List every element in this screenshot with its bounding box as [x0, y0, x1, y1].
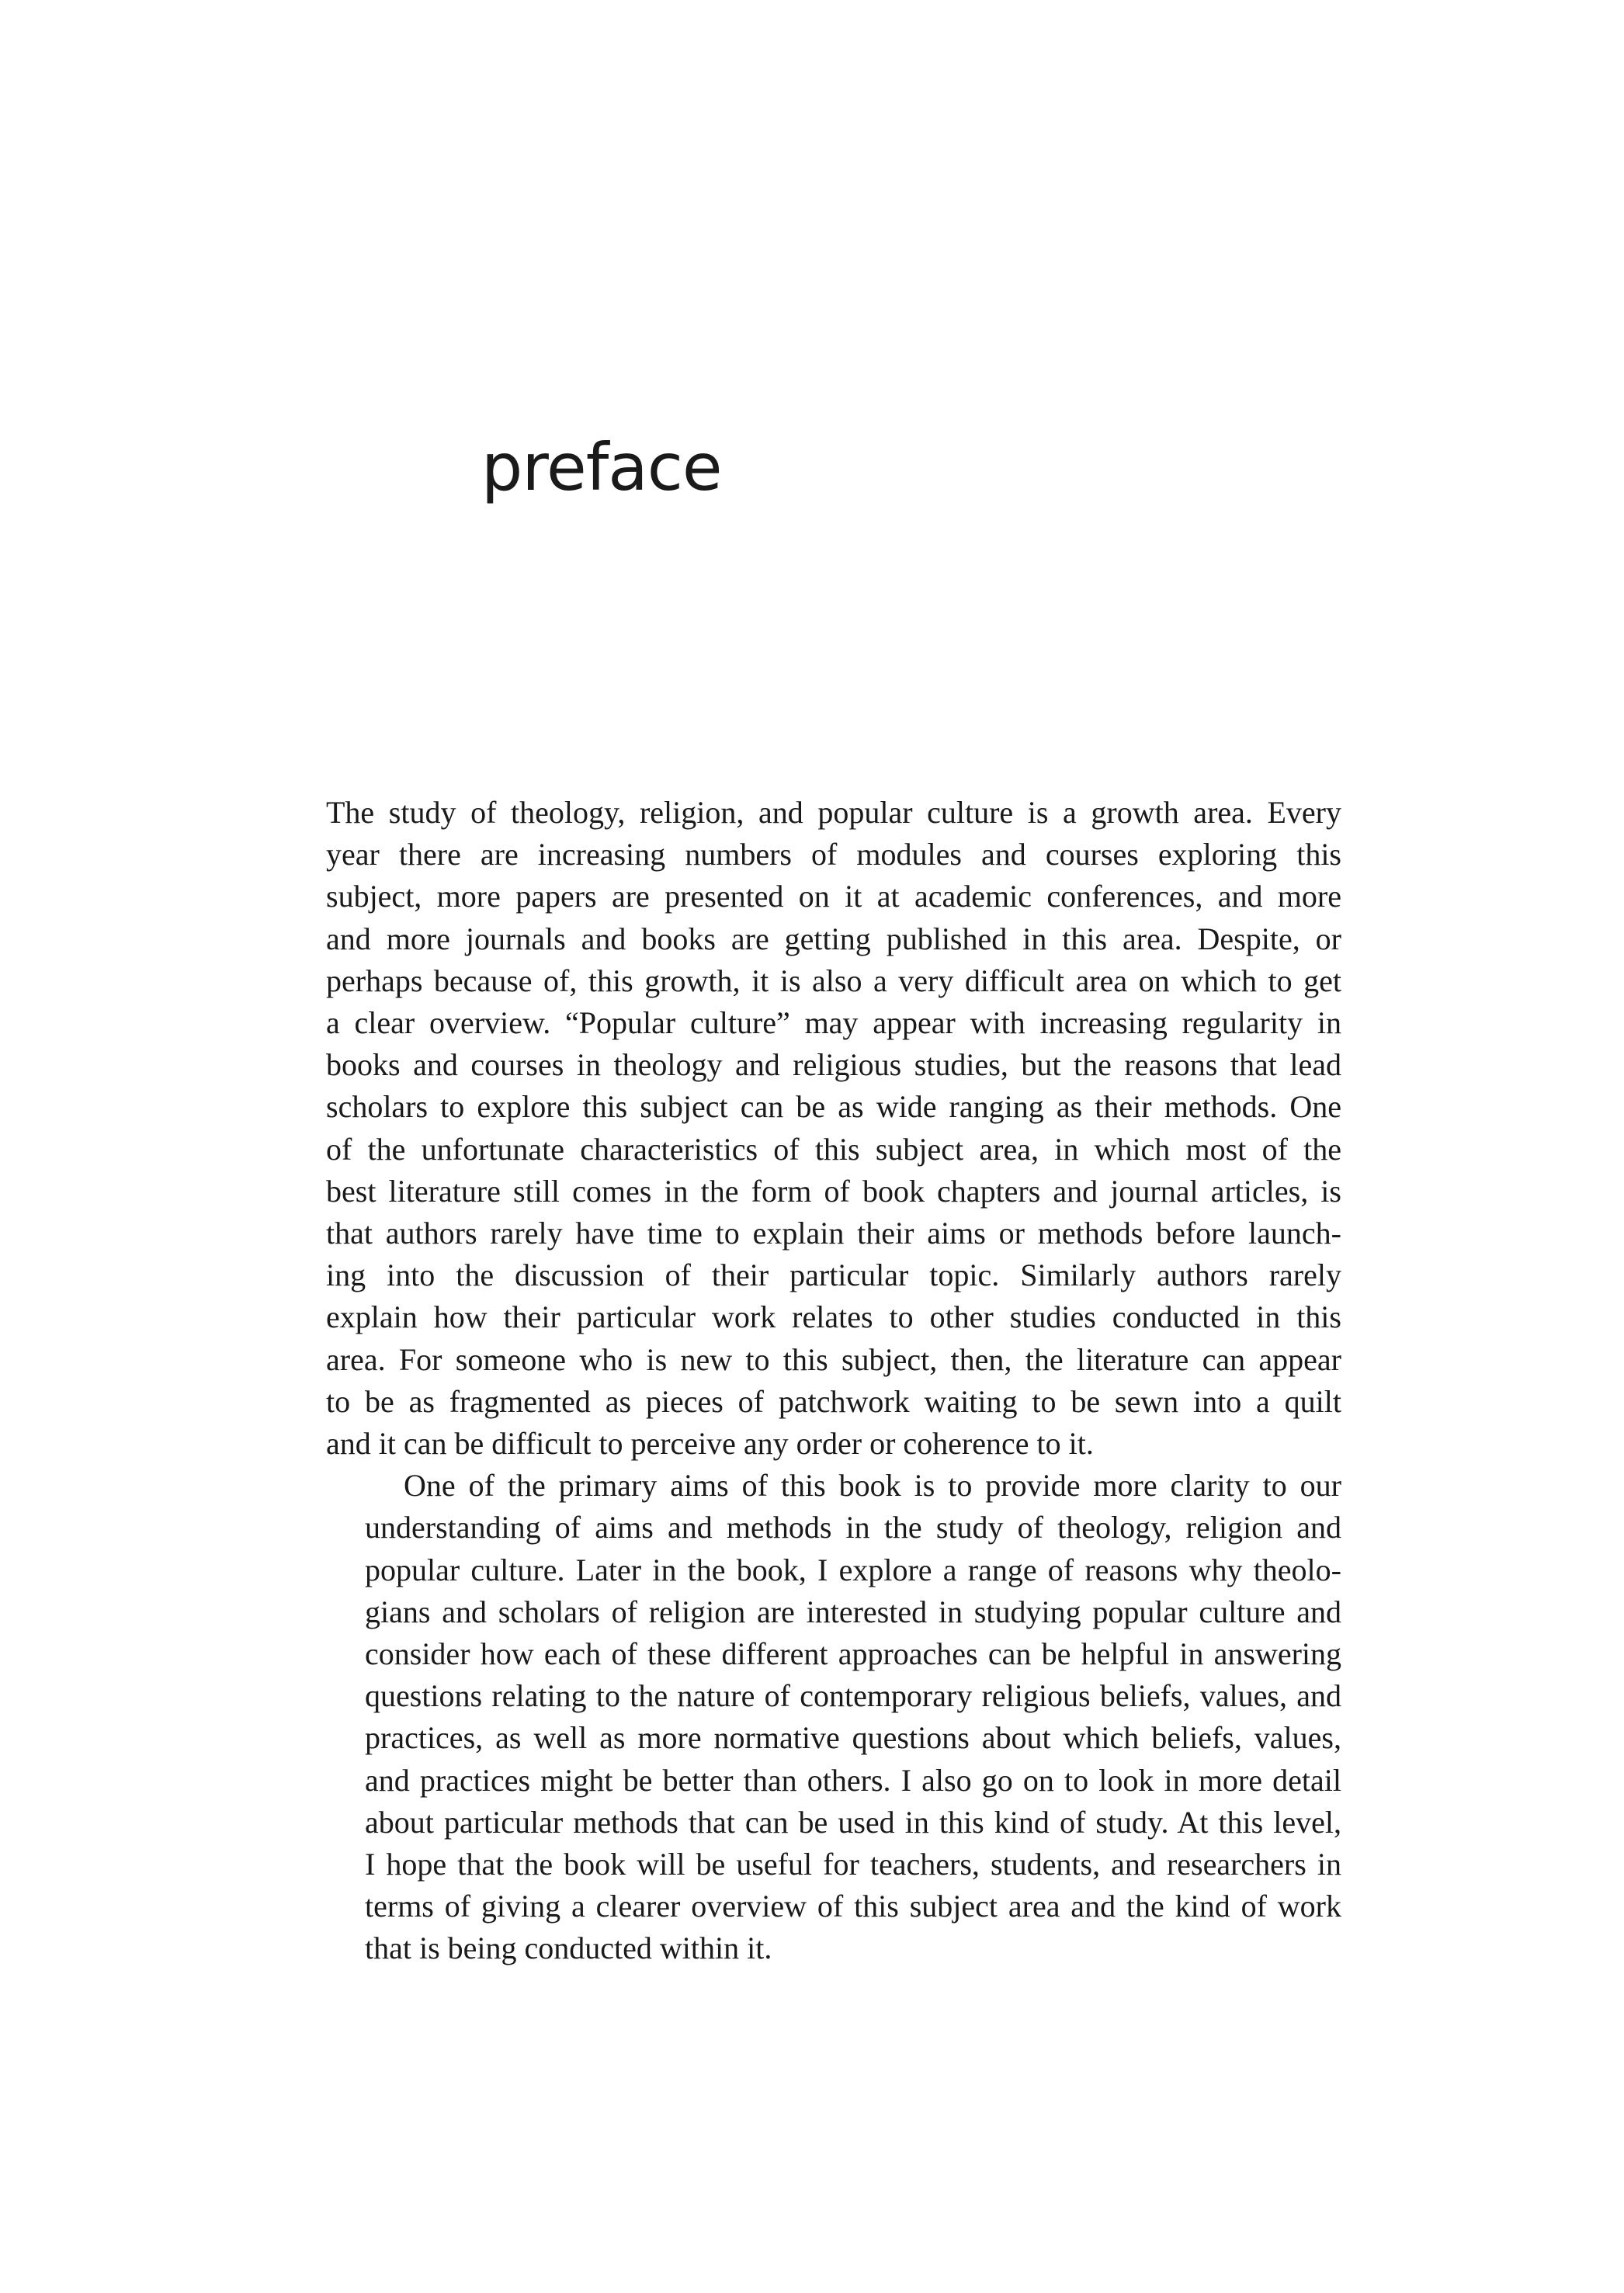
text-line: perhaps because of, this growth, it is also a very difficult area on which to get	[326, 963, 1341, 998]
text-line: terms of giving a clearer overview of this subject area and the kind of work	[365, 1889, 1341, 1924]
paragraph-1	[326, 792, 1341, 1465]
text-line: best literature still comes in the form of book chapters and journal articles, is	[326, 1173, 1341, 1209]
text-line: understanding of aims and methods in the study of theology, religion and	[365, 1510, 1341, 1545]
text-line: subject, more papers are presented on it at academic conferences, and more	[326, 879, 1341, 914]
text-line: practices, as well as more normative questions about which beliefs, values,	[365, 1720, 1341, 1756]
text-line: ing into the discussion of their particular topic. Similarly authors rarely	[326, 1258, 1341, 1293]
body-text	[326, 792, 1341, 1970]
text-line: scholars to explore this subject can be as wide ranging as their methods. One	[326, 1089, 1341, 1125]
text-line: I hope that the book will be useful for teachers, students, and researchers in	[365, 1847, 1341, 1882]
text-line: questions relating to the nature of contemporary religious beliefs, values, and	[365, 1678, 1341, 1714]
chapter-title: preface	[481, 429, 722, 505]
text-line: and more journals and books are getting published in this area. Despite, or	[326, 921, 1341, 956]
text-line: and practices might be better than others. I also go on to look in more detail	[365, 1762, 1341, 1798]
text-line: of the unfortunate characteristics of this subject area, in which most of the	[326, 1131, 1341, 1167]
text-line: The study of theology, religion, and popular culture is a growth area. Every	[326, 795, 1341, 830]
text-line: a clear overview. “Popular culture” may appear with increasing regularity in	[326, 1005, 1341, 1041]
text-line: that is being conducted within it.	[365, 1930, 772, 1966]
text-line: books and courses in theology and religious studies, but the reasons that lead	[326, 1047, 1341, 1083]
text-line: that authors rarely have time to explain their aims or methods before launch-	[326, 1216, 1341, 1251]
text-line: year there are increasing numbers of modules and courses exploring this	[326, 837, 1341, 872]
text-line: popular culture. Later in the book, I explore a range of reasons why theolo-	[365, 1552, 1341, 1587]
text-line: area. For someone who is new to this subject, then, the literature can appear	[326, 1341, 1341, 1377]
text-line: One of the primary aims of this book is to provide more clarity to our	[404, 1468, 1341, 1504]
text-line: gians and scholars of religion are interested in studying popular culture and	[365, 1594, 1341, 1629]
text-line: about particular methods that can be used in this kind of study. At this level,	[365, 1804, 1341, 1840]
text-line: and it can be difficult to perceive any order or coherence to it.	[326, 1426, 1094, 1462]
text-line: to be as fragmented as pieces of patchwork waiting to be sewn into a quilt	[326, 1383, 1341, 1419]
paragraph-2	[326, 1465, 1341, 1969]
text-line: consider how each of these different approaches can be helpful in answering	[365, 1636, 1341, 1672]
text-line: explain how their particular work relates to other studies conducted in this	[326, 1299, 1341, 1335]
